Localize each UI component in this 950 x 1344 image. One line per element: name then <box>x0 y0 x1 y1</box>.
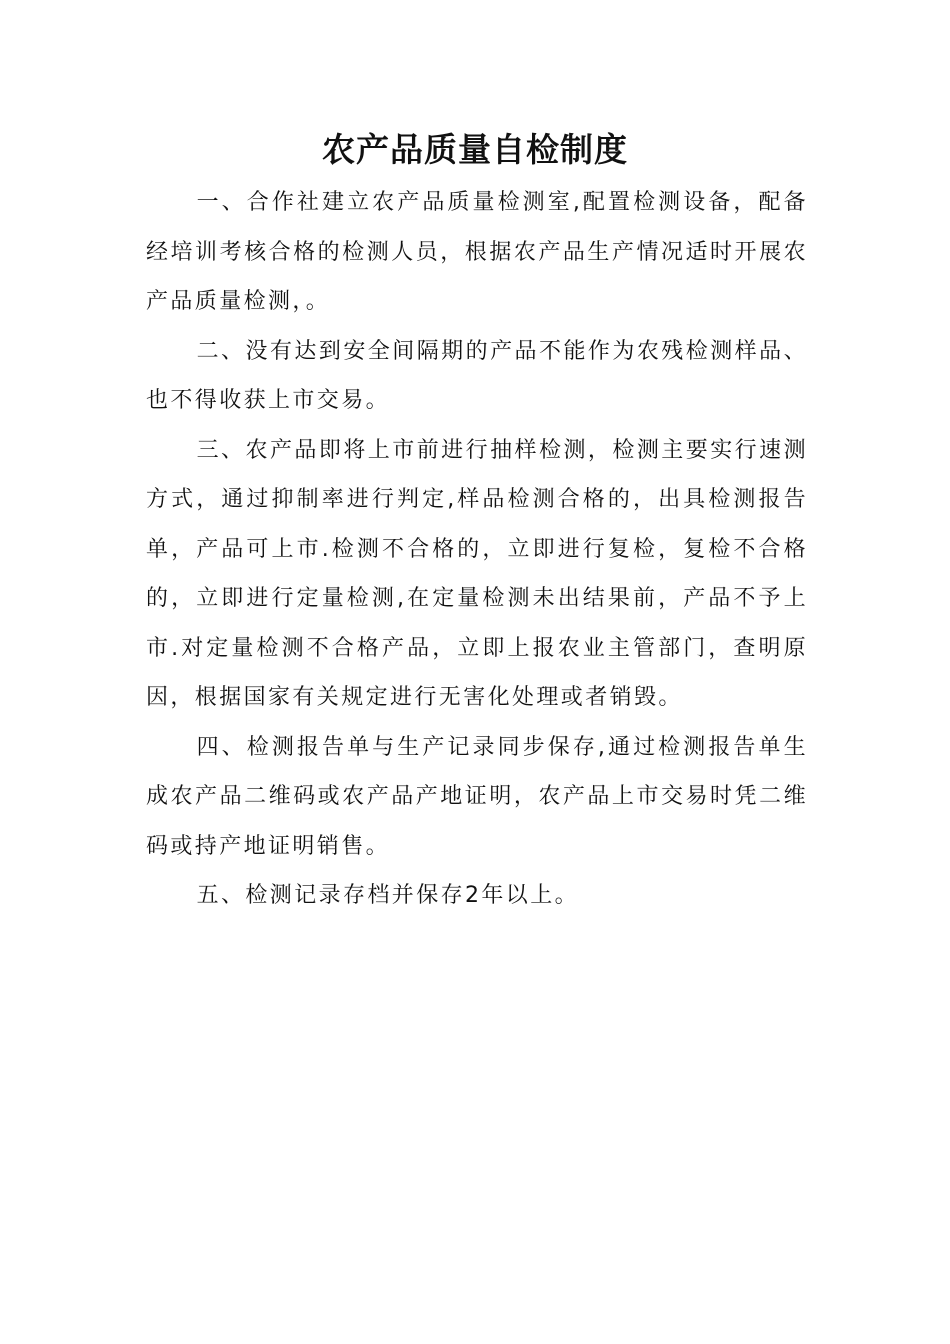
paragraph-1: 一、合作社建立农产品质量检测室,配置检测设备，配备经培训考核合格的检测人员，根据农产品生产情况适时开展农产品质量检测，。 <box>146 190 808 314</box>
document-body <box>146 178 808 921</box>
document-title: 农产品质量自检制度 <box>322 130 628 169</box>
paragraph-3: 三、农产品即将上市前进行抽样检测，检测主要实行速测方式，通过抑制率进行判定,样品检测合格的，出具检测报告单，产品可上市.检测不合格的，立即进行复检，复检不合格的，立即进行定量检测,在定量检测未出结果前，产品不予上市.对定量检测不合格产品，立即上报农业主管部门，查明原因，根据国家有关规定进行无害化处理或者销毁。 <box>146 437 808 710</box>
paragraph-4: 四、检测报告单与生产记录同步保存,通过检测报告单生成农产品二维码或农产品产地证明，农产品上市交易时凭二维码或持产地证明销售。 <box>146 734 808 859</box>
paragraph-5: 五、检测记录存档并保存2年以上。 <box>196 883 579 908</box>
paragraph-2: 二、没有达到安全间隔期的产品不能作为农残检测样品、也不得收获上市交易。 <box>146 338 808 413</box>
